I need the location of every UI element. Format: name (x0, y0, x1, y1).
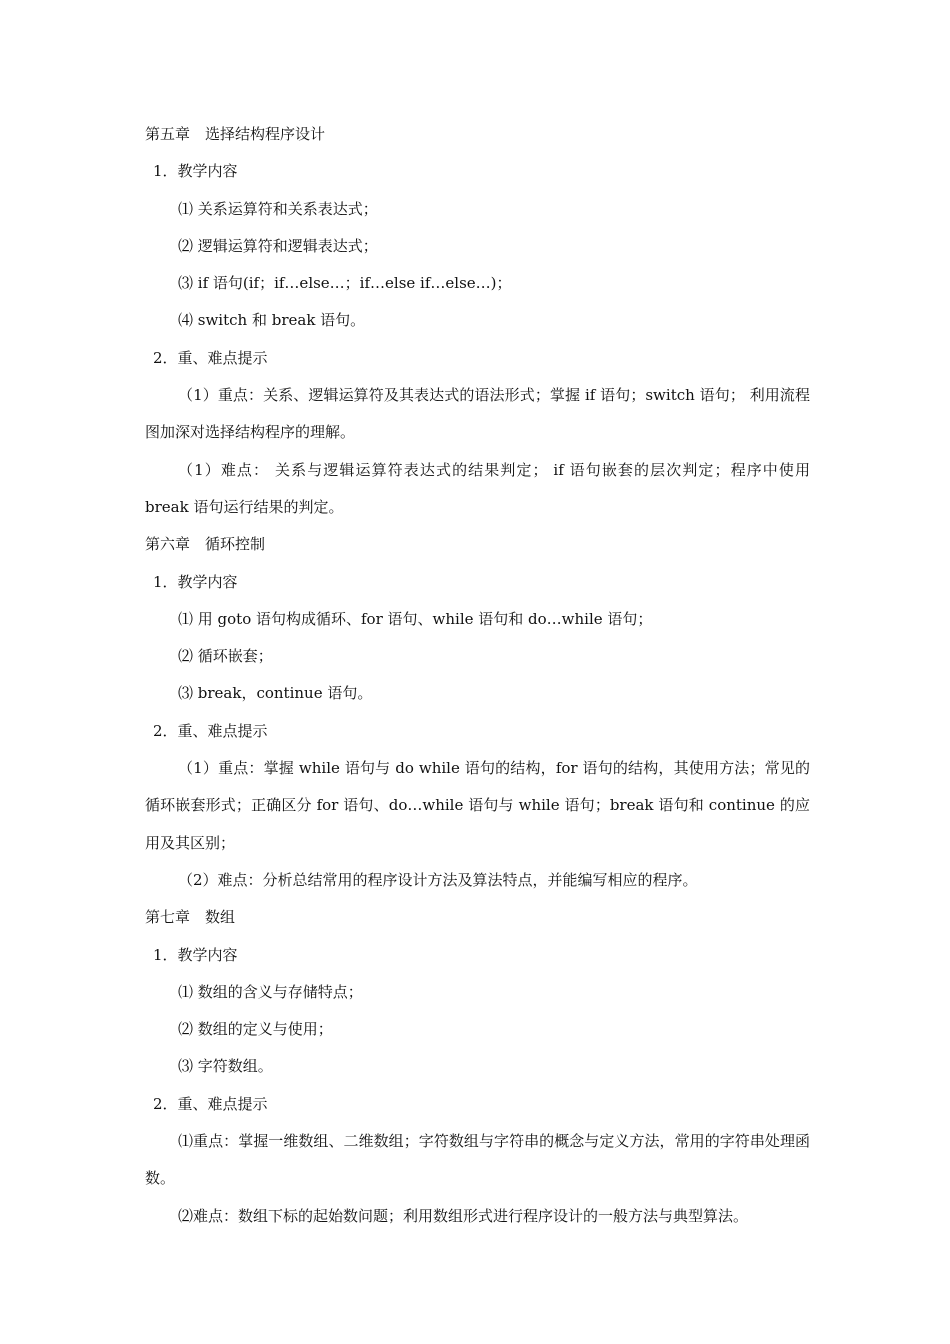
paragraph: ⑴重点：掌握一维数组、二维数组；字符数组与字符串的概念与定义方法，常用的字符串处理函数。 (145, 1132, 810, 1188)
section-heading: 2．重、难点提示 (153, 348, 268, 367)
list-item: ⑴ 数组的含义与存储特点； (178, 982, 363, 1001)
list-item: ⑵ 循环嵌套； (178, 647, 273, 666)
list-item: ⑶ break，continue 语句。 (178, 684, 373, 703)
chapter-title: 第六章 循环控制 (145, 535, 266, 554)
section-heading: 1．教学内容 (153, 162, 238, 181)
list-item: ⑴ 关系运算符和关系表达式； (178, 199, 378, 218)
list-item: ⑵ 数组的定义与使用； (178, 1020, 333, 1039)
paragraph: （1）重点：关系、逻辑运算符及其表达式的语法形式；掌握 if 语句；switch 语句； 利用流程图加深对选择结构程序的理解。 (145, 386, 810, 442)
section-heading: 1．教学内容 (153, 945, 238, 964)
section-heading: 1．教学内容 (153, 572, 238, 591)
section-heading: 2．重、难点提示 (153, 1094, 268, 1113)
section-heading: 2．重、难点提示 (153, 721, 268, 740)
chapter-title: 第七章 数组 (145, 908, 236, 927)
document-page (145, 116, 810, 1235)
paragraph: （2）难点：分析总结常用的程序设计方法及算法特点，并能编写相应的程序。 (178, 870, 698, 889)
paragraph: （1）重点：掌握 while 语句与 do while 语句的结构，for 语句的结构，其使用方法；常见的循环嵌套形式；正确区分 for 语句、do…while 语句与 while 语句；break 语句和 continue 的应用及其区别； (145, 759, 810, 852)
list-item: ⑶ if 语句(if；if…else…；if…else if…else…)； (178, 274, 512, 293)
list-item: ⑶ 字符数组。 (178, 1057, 273, 1076)
chapter-title: 第五章 选择结构程序设计 (145, 125, 326, 143)
list-item: ⑵ 逻辑运算符和逻辑表达式； (178, 236, 378, 255)
list-item: ⑷ switch 和 break 语句。 (178, 311, 366, 330)
paragraph: （1）难点： 关系与逻辑运算符表达式的结果判定； if 语句嵌套的层次判定；程序中使用 break 语句运行结果的判定。 (145, 460, 810, 516)
list-item: ⑴ 用 goto 语句构成循环、for 语句、while 语句和 do…while 语句； (178, 609, 653, 628)
paragraph: ⑵难点：数组下标的起始数问题；利用数组形式进行程序设计的一般方法与典型算法。 (178, 1206, 749, 1225)
